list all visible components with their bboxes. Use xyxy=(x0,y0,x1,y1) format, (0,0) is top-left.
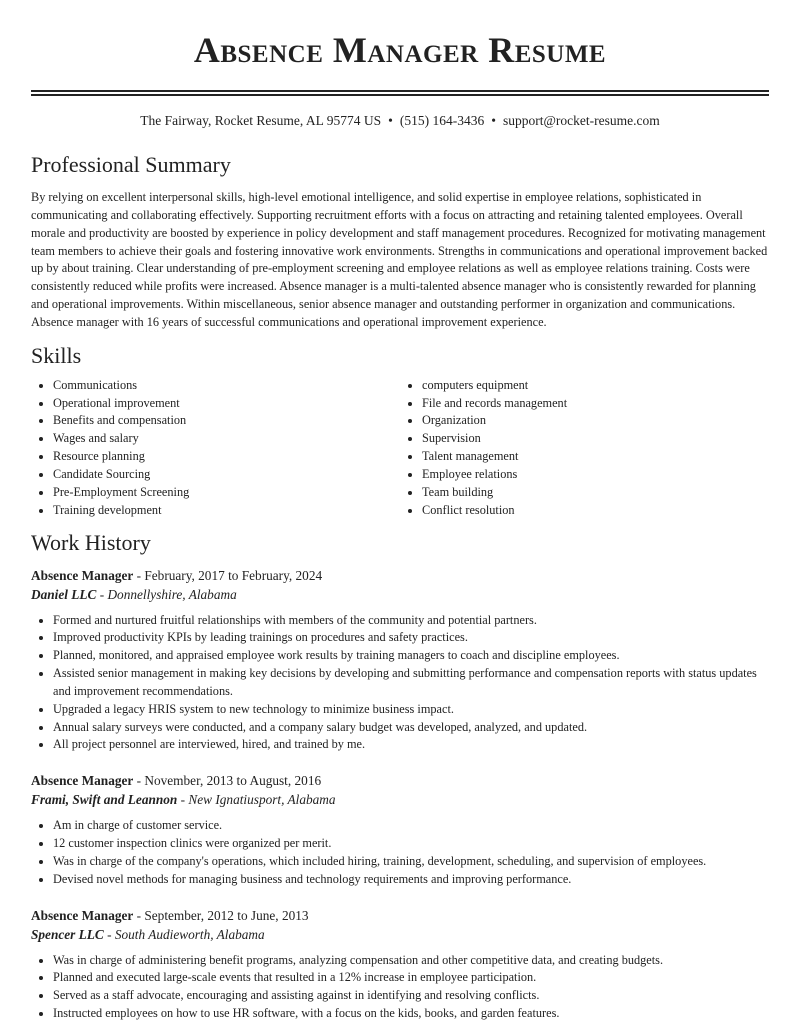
job-title-line xyxy=(31,566,769,585)
job-bullet: • Devised novel methods for managing business and technology requirements and improving performance. xyxy=(53,871,769,889)
job-bullet: • Upgraded a legacy HRIS system to new technology to minimize business impact. xyxy=(53,701,769,719)
company-location: - Donnellyshire, Alabama xyxy=(96,586,237,602)
skills-list xyxy=(31,377,769,520)
job-title: Absence Manager xyxy=(31,907,134,923)
job-bullets xyxy=(31,612,769,755)
job-bullet: • Formed and nurtured fruitful relationships with members of the community and potential partners. xyxy=(53,612,769,630)
summary-text: By relying on excellent interpersonal skills, high-level emotional intelligence, and solid expertise in employee relations, sophisticated in communicating and collaborating effectively. Supporting recruitment efforts with a focus on attracting and retaining talented employees. Overall morale and productivity are boosted by experience in policy development and staff management procedures. Recognized for motivating management team members to achieve their goals and fostering innovative work environments. Strengths in communications and operational improvement backed up by about training. Clear understanding of pre-employment screening and employee relations as well as employee relations training. Costs were consistently reduced while profits were increased. Absence manager is a multi-talented absence manager who is consistently rewarded for planning and operational improvements. Within miscellaneous, senior absence manager and outstanding performer in organization and communications. Absence manager with 16 years of successful communications and operational improvement experience. xyxy=(31,190,768,329)
skill-item: • Wages and salary xyxy=(53,430,400,448)
skill-item: • Candidate Sourcing xyxy=(53,466,400,484)
skill-item: • computers equipment xyxy=(422,377,769,395)
job-entry xyxy=(31,771,769,888)
company-name: Frami, Swift and Leannon xyxy=(31,792,178,808)
summary-heading: Professional Summary xyxy=(31,152,231,177)
job-bullet: • Assisted senior management in making key decisions by developing and submitting performance and compensation reports with status updates and improvement recommendations. xyxy=(53,665,769,701)
skill-item: • Conflict resolution xyxy=(422,502,769,520)
job-entry xyxy=(31,906,769,1023)
skill-item: • Team building xyxy=(422,484,769,502)
contact-separator: • xyxy=(388,113,393,128)
skill-item: • Pre-Employment Screening xyxy=(53,484,400,502)
skills-heading: Skills xyxy=(31,342,82,368)
job-entry xyxy=(31,566,769,755)
company-line xyxy=(31,585,769,604)
job-dates: - November, 2013 to August, 2016 xyxy=(133,773,322,789)
company-name: Daniel LLC xyxy=(31,586,97,602)
job-bullet: • Was in charge of administering benefit programs, analyzing compensation and other competitive data, and creating budgets. xyxy=(53,952,769,970)
job-bullet: • Improved productivity KPIs by leading trainings on procedures and safety practices. xyxy=(53,629,769,647)
skill-item: • Benefits and compensation xyxy=(53,412,400,430)
contact-address: The Fairway, Rocket Resume, AL 95774 US xyxy=(140,113,382,128)
contact-separator: • xyxy=(491,113,496,128)
company-line xyxy=(31,925,769,944)
skill-item: • Resource planning xyxy=(53,448,400,466)
job-bullet: • All project personnel are interviewed, hired, and trained by me. xyxy=(53,736,769,754)
job-title: Absence Manager xyxy=(31,773,134,789)
contact-phone: (515) 164-3436 xyxy=(399,113,485,128)
job-bullet: • Planned and executed large-scale events that resulted in a 12% increase in employee participation. xyxy=(53,969,769,987)
skill-item: • Supervision xyxy=(422,430,769,448)
skill-item: • Employee relations xyxy=(422,466,769,484)
skill-item: • Organization xyxy=(422,412,769,430)
company-line xyxy=(31,790,769,809)
skill-item: • Communications xyxy=(53,377,400,395)
job-title: Absence Manager xyxy=(31,567,134,583)
skill-item: • File and records management xyxy=(422,395,769,413)
job-bullet: • Annual salary surveys were conducted, and a company salary budget was developed, analyzed, and updated. xyxy=(53,719,769,737)
company-location: - South Audieworth, Alabama xyxy=(103,926,265,942)
job-dates: - February, 2017 to February, 2024 xyxy=(133,567,323,583)
skills-column-left xyxy=(31,377,400,520)
job-bullet: • Planned, monitored, and appraised employee work results by training managers to coach and discipline employees. xyxy=(53,647,769,665)
job-bullet: • Was in charge of the company's operations, which included hiring, training, development, scheduling, and supervision of employees. xyxy=(53,853,769,871)
job-bullet: • Am in charge of customer service. xyxy=(53,817,769,835)
company-name: Spencer LLC xyxy=(31,926,104,942)
job-bullets xyxy=(31,817,769,888)
job-bullet: • Served as a staff advocate, encouraging and assisting against in identifying and resolving conflicts. xyxy=(53,987,769,1005)
job-dates: - September, 2012 to June, 2013 xyxy=(133,907,309,923)
title-divider-top xyxy=(31,90,769,92)
skill-item: • Training development xyxy=(53,502,400,520)
job-title-line xyxy=(31,906,769,925)
job-bullet: • 12 customer inspection clinics were organized per merit. xyxy=(53,835,769,853)
resume-page xyxy=(31,0,769,1023)
skill-item: • Talent management xyxy=(422,448,769,466)
job-bullet: • Instructed employees on how to use HR software, with a focus on the kids, books, and garden features. xyxy=(53,1005,769,1023)
contact-line xyxy=(31,111,769,131)
title-divider-bottom xyxy=(31,94,769,96)
resume-title: Absence Manager Resume xyxy=(193,30,607,70)
company-location: - New Ignatiusport, Alabama xyxy=(177,792,336,808)
work-history-heading: Work History xyxy=(31,529,151,555)
skill-item: • Operational improvement xyxy=(53,395,400,413)
job-title-line xyxy=(31,771,769,790)
contact-email: support@rocket-resume.com xyxy=(502,113,660,128)
skills-column-right xyxy=(400,377,769,520)
job-bullets xyxy=(31,952,769,1023)
